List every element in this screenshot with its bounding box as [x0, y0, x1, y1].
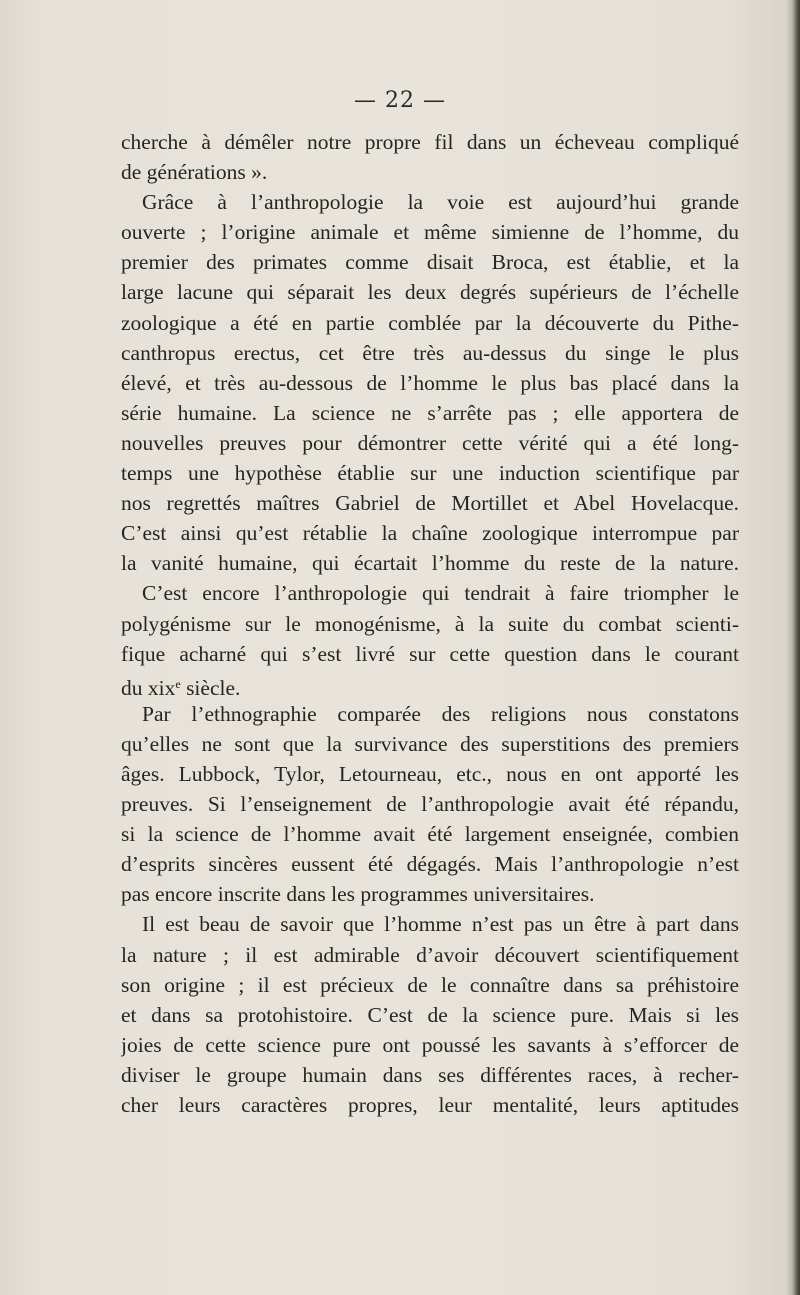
text-line: cher leurs caractères propres, leur mentalité, leurs aptitudes	[121, 1093, 739, 1117]
page-number: — 22 —	[354, 88, 446, 113]
text-line: et dans sa protohistoire. C’est de la science pure. Mais si les	[121, 1002, 739, 1027]
text-line: de générations ».	[121, 160, 268, 185]
text-line: temps une hypothèse établie sur une induction scientifique par	[121, 461, 739, 486]
century-superscript: e	[175, 676, 181, 691]
century-tail: siècle.	[180, 675, 241, 699]
text-line: Par l’ethnographie comparée des religions nous constatons	[142, 701, 739, 726]
text-line: canthropus erectus, cet être très au-dessus du singe le plus	[121, 340, 739, 365]
text-line: nouvelles preuves pour démontrer cette vérité qui a été long-	[121, 430, 739, 455]
text-line: C’est encore l’anthropologie qui tendrait à faire triompher le	[142, 581, 739, 606]
text-line: preuves. Si l’enseignement de l’anthropologie avait été répandu,	[121, 792, 739, 817]
text-line: large lacune qui séparait les deux degrés supérieurs de l’échelle	[121, 280, 739, 305]
text-line: la nature ; il est admirable d’avoir découvert scientifiquement	[121, 942, 739, 967]
text-line: joies de cette science pure ont poussé les savants à s’efforcer de	[121, 1032, 739, 1057]
text-line: d’esprits sincères eussent été dégagés. Mais l’anthropologie n’est	[121, 852, 739, 877]
text-line: âges. Lubbock, Tylor, Letourneau, etc., nous en ont apporté les	[121, 761, 739, 786]
text-line: ouverte ; l’origine animale et même simienne de l’homme, du	[121, 220, 739, 245]
text-line	[121, 669, 739, 699]
text-line: son origine ; il est précieux de le connaître dans sa préhistoire	[121, 972, 739, 997]
text-line: élevé, et très au-dessous de l’homme le plus bas placé dans la	[121, 370, 739, 395]
text-line: la vanité humaine, qui écartait l’homme du reste de la nature.	[121, 551, 739, 576]
text-line: polygénisme sur le monogénisme, à la suite du combat scienti-	[121, 611, 739, 636]
text-line: zoologique a été en partie comblée par la découverte du Pithe-	[121, 310, 739, 335]
text-line: si la science de l’homme avait été largement enseignée, combien	[121, 822, 739, 847]
body-text	[121, 127, 739, 1120]
text-line: série humaine. La science ne s’arrête pas ; elle apportera de	[121, 400, 739, 425]
text-line: fique acharné qui s’est livré sur cette question dans le courant	[121, 641, 739, 666]
text-line: pas encore inscrite dans les programmes universitaires.	[121, 882, 595, 907]
century-text: du xix	[121, 675, 176, 699]
text-line: C’est ainsi qu’est rétablie la chaîne zoologique interrompue par	[121, 521, 739, 546]
text-line: Grâce à l’anthropologie la voie est aujourd’hui grande	[142, 190, 739, 215]
text-line: nos regrettés maîtres Gabriel de Mortillet et Abel Hovelacque.	[121, 491, 739, 516]
text-line: diviser le groupe humain dans ses différentes races, à recher-	[121, 1062, 739, 1087]
text-line: cherche à démêler notre propre fil dans un écheveau compliqué	[121, 130, 739, 154]
page-binding-edge	[786, 0, 800, 1295]
text-line: qu’elles ne sont que la survivance des superstitions des premiers	[121, 731, 739, 756]
text-line: Il est beau de savoir que l’homme n’est pas un être à part dans	[142, 912, 739, 937]
text-line: premier des primates comme disait Broca, est établie, et la	[121, 250, 739, 275]
